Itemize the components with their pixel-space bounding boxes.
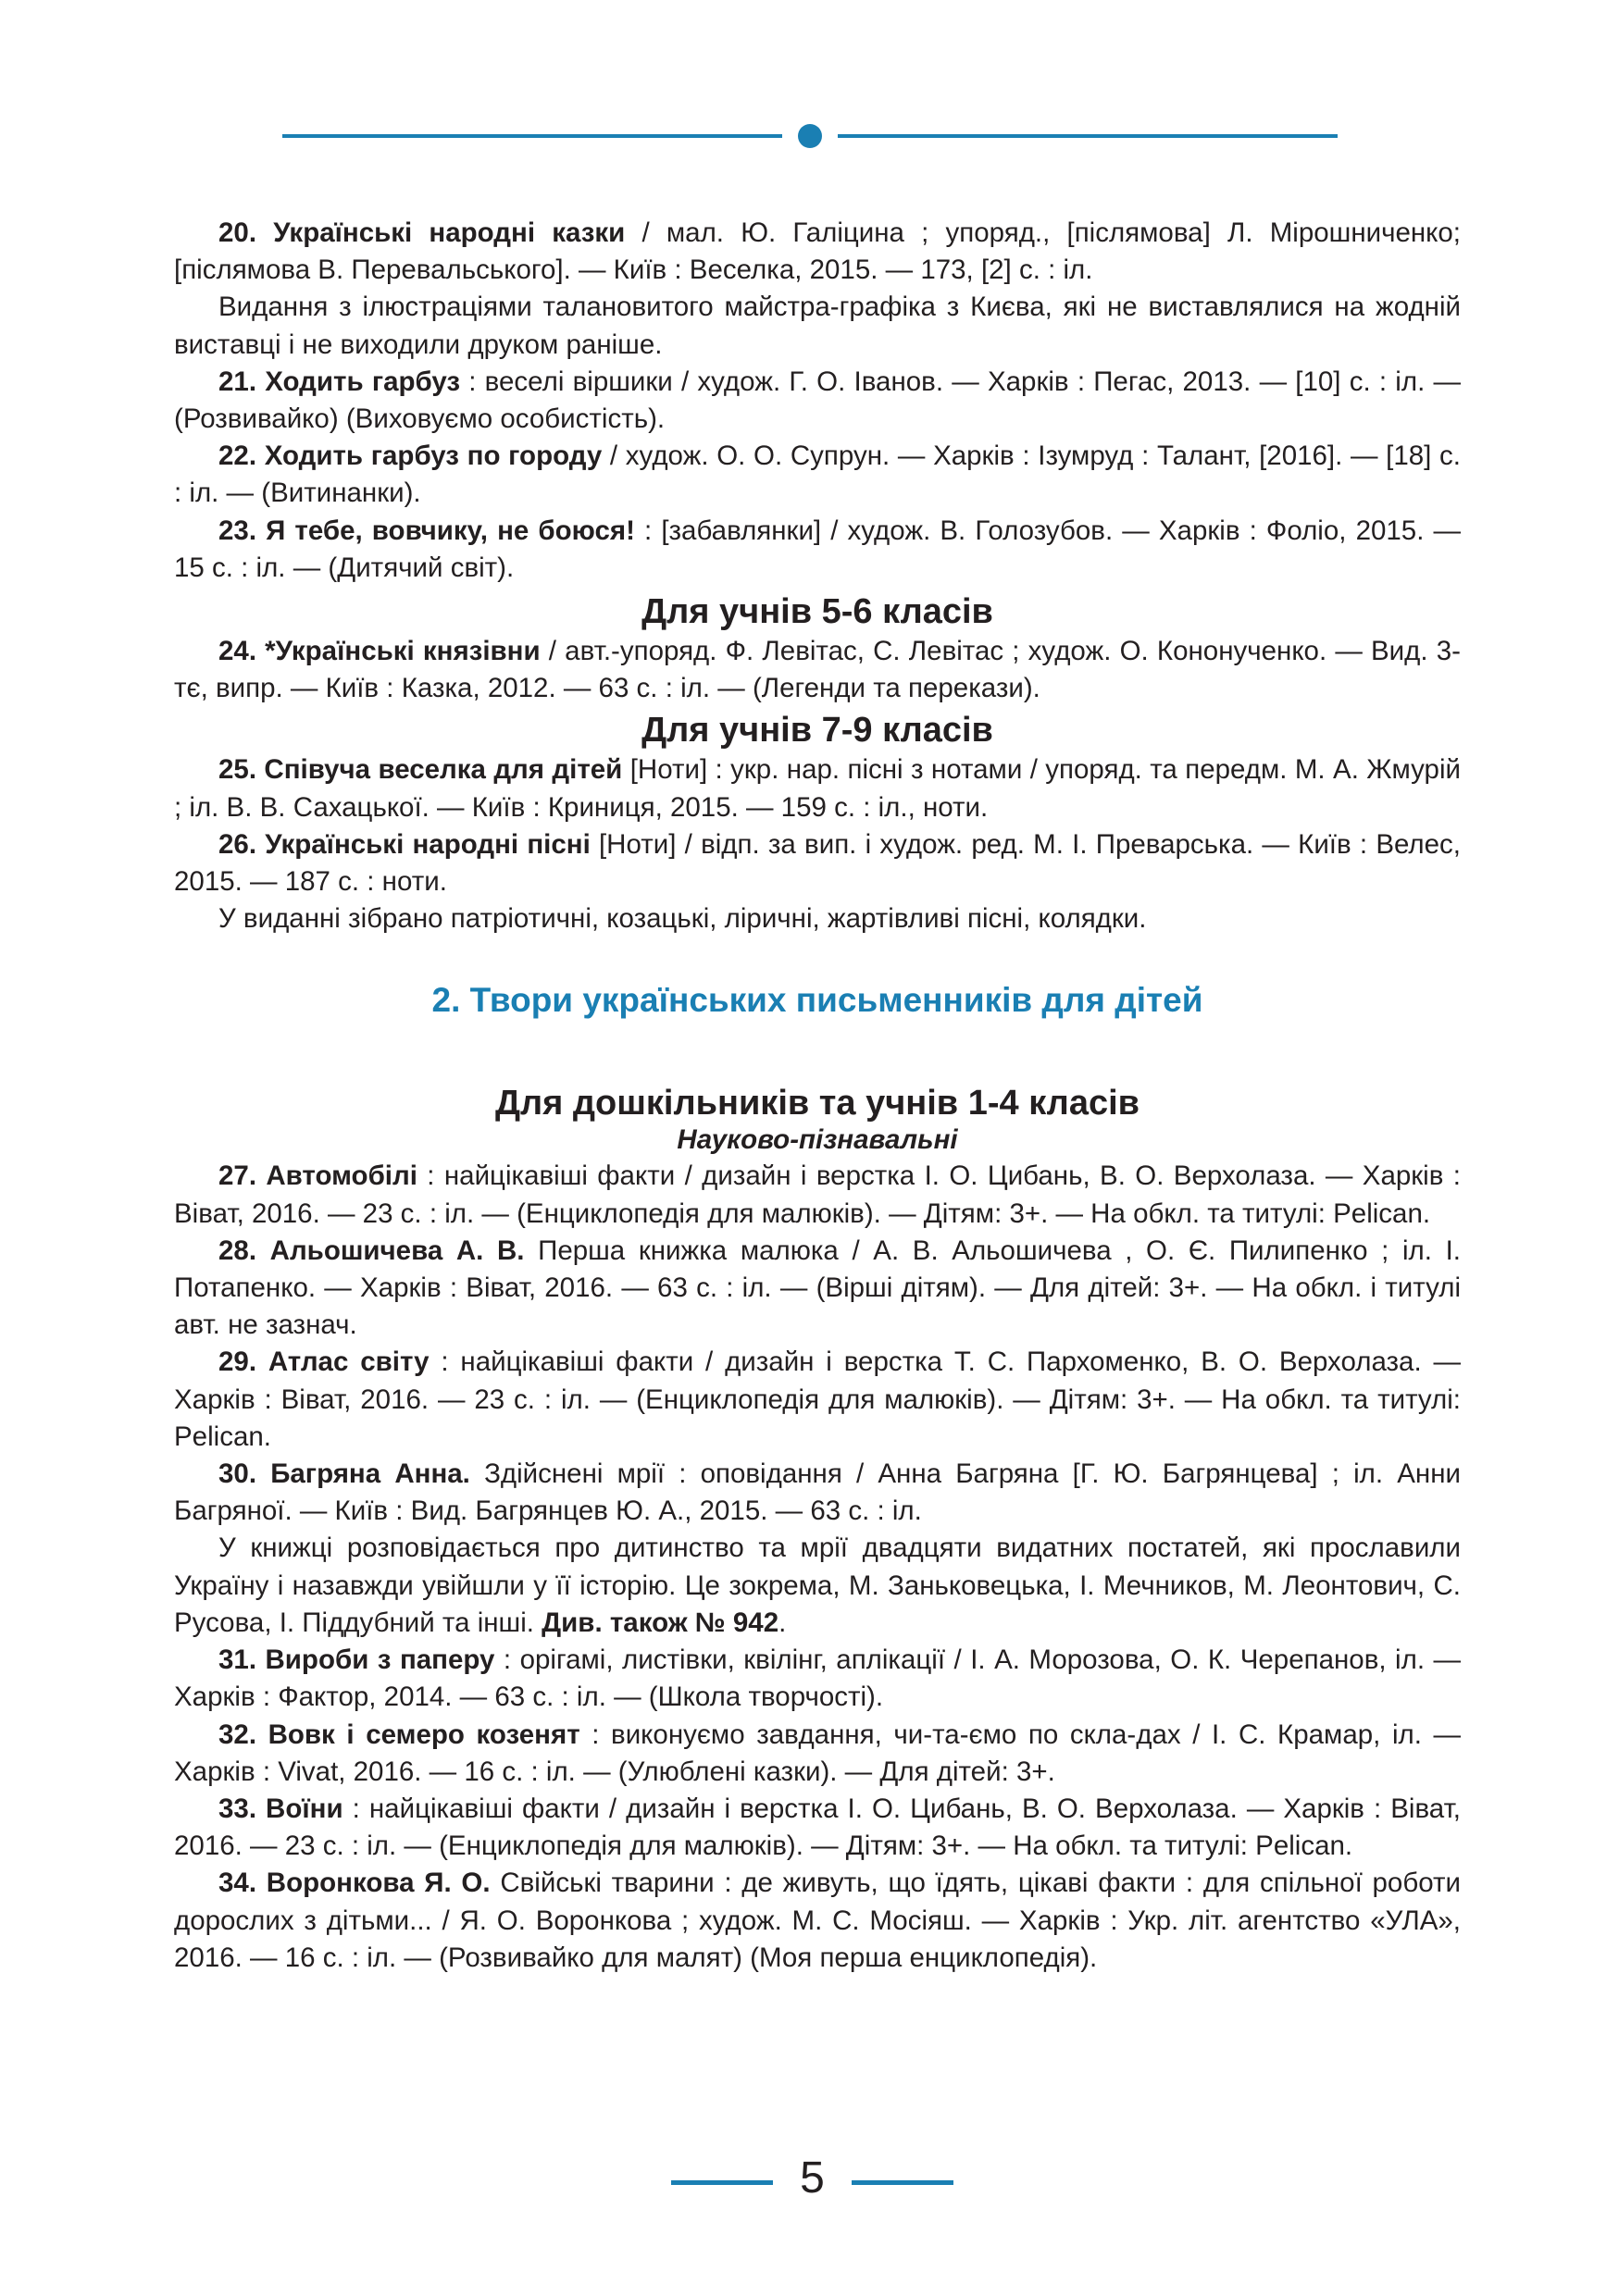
entry-text: : найцікавіші факти / дизайн і верстка І. О. Цибань, В. О. Верхолаза. — Харків : Віват, 2016. — 23 с. : іл. — (Енциклопедія для малюків). — Дітям: 3+. — На обкл. та титулі: Pelican. [174,1160,1461,1229]
page-number: 5 [800,2153,825,2203]
entry-title: 24. *Українські князівни [218,636,541,667]
entry-25 [174,751,1461,825]
annotation-text: У виданні зібрано патріотичні, козацькі, ліричні, жартівливі пісні, колядки. [218,903,1147,935]
entry-text: : найцікавіші факти / дизайн і верстка І. О. Цибань, В. О. Верхолаза. — Харків : Віват, 2016. — 23 с. : іл. — (Енциклопедія для малюків). — Дітям: 3+. — На обкл. та титулі: Pelican. [174,1793,1462,1862]
annotation-text: Видання з ілюстраціями талановитого майстра-графіка з Києва, які не виставлялися на жодній виставці і не виходили друком раніше. [174,292,1461,360]
entry-title: 30. Багряна Анна. [218,1458,470,1490]
entry-text: [Ноти] / відп. за вип. і худож. ред. М. І. Преварська. — Київ : Велес, 2015. — 187 с. : ноти. [174,828,1461,898]
entry-text: / худож. О. О. Супрун. — Харків : Ізумруд : Талант, [2016]. — [18] с. : іл. — (Витинанки). [174,441,1462,509]
entry-27 [174,1158,1461,1232]
entry-30-annotation [174,1530,1461,1642]
entry-23 [174,513,1461,587]
entry-24 [174,633,1461,707]
entry-text: Перша книжка малюка / А. В. Альошичева , О. Є. Пилипенко ; іл. І. Потапенко. — Харків : Віват, 2016. — 63 с. : іл. — (Вірші дітям). — Для дітей: 3+. — На обкл. і титулі авт. не зазнач. [174,1235,1461,1341]
entry-text: : [забавлянки] / худож. В. Голозубов. — Харків : Фоліо, 2015. — 15 с. : іл. — (Дитячий світ). [174,515,1461,583]
entry-30 [174,1456,1461,1530]
entry-title: 21. Ходить гарбуз [218,366,461,397]
entry-34 [174,1865,1461,1977]
entry-28 [174,1233,1461,1345]
entry-26 [174,826,1461,900]
entry-22 [174,438,1461,512]
annotation-end: . [778,1607,787,1638]
entry-title: 26. Українські народні пісні [218,828,591,860]
entry-title: 27. Автомобілі [218,1160,417,1192]
entry-text: : орігамі, листівки, квілінг, аплікації / І. А. Морозова, О. К. Черепанов, іл. — Харків : Фактор, 2014. — 63 с. : іл. — (Школа творчості). [174,1644,1461,1713]
entry-title: 32. Вовк і семеро козенят [218,1719,580,1750]
entry-33 [174,1791,1461,1865]
entry-title: 31. Вироби з паперу [218,1644,495,1676]
entry-title: 25. Співуча веселка для дітей [218,754,623,786]
entry-29 [174,1344,1461,1456]
heading-grades-5-6: Для учнів 5-6 класів [641,592,993,632]
entry-text: [Ноти] : укр. нар. пісні з нотами / упоряд. та передм. М. А. Жмурій ; іл. В. В. Сахацької. — Київ : Криниця, 2015. — 159 с. : іл., ноти. [174,754,1461,823]
entry-text: : найцікавіші факти / дизайн і верстка Т. С. Пархоменко, В. О. Верхолаза. — Харків : Віват, 2016. — 23 с. : іл. — (Енциклопедія для малюків). — Дітям: 3+. — На обкл. та титулі: Pelican. [174,1347,1461,1452]
entry-26-annotation [174,900,1461,937]
entry-title: 23. Я тебе, вовчику, не боюся! [218,515,635,546]
entry-20-annotation [174,289,1461,363]
entry-text: / авт.-упоряд. Ф. Левітас, С. Левітас ; худож. О. Кононученко. — Вид. 3-тє, випр. — Київ : Казка, 2012. — 63 с. : іл. — (Легенди та перекази). [174,636,1461,704]
heading-preschool-grades-1-4: Для дошкільників та учнів 1-4 класів [494,1084,1140,1123]
entry-title: 28. Альошичева А. В. [218,1235,525,1266]
section-title: 2. Твори українських письменників для дітей [431,981,1203,1020]
entry-21 [174,364,1461,438]
header-ornament-dot [798,124,822,148]
footer-rule-right [852,2180,953,2185]
header-rule-left [282,134,782,138]
footer-rule-left [671,2180,773,2185]
heading-grades-7-9: Для учнів 7-9 класів [641,711,993,751]
entry-text: Свійські тварини : де живуть, що їдять, цікаві факти : для спільної роботи дорослих з дітьми... / Я. О. Воронкова ; худож. М. С. Мосіяш. — Харків : Укр. літ. агентство «УЛА», 2016. — 16 с. : іл. — (Розвивайко для малят) (Моя перша енциклопедія). [174,1868,1461,1973]
entry-31 [174,1642,1461,1716]
entry-title: 34. Воронкова Я. О. [218,1868,491,1899]
entry-text: : виконуємо завдання, чи-та-ємо по скла-дах / І. С. Крамар, іл. — Харків : Vivat, 2016. — 16 с. : іл. — (Улюблені казки). — Для дітей: 3+. [174,1719,1461,1787]
entry-title: 20. Українські народні казки [218,217,626,248]
entry-title: 33. Воїни [218,1793,343,1824]
page-body [174,215,1461,1977]
subheading-science: Науково-пізнавальні [677,1124,958,1156]
annotation-text: У книжці розповідається про дитинство та мрії двадцяти видатних постатей, які прославили Україну і назавжди увійшли у її історію. Це зокрема, М. Заньковецька, І. Мечников, М. Леонтович, С. Русова, І. Піддубний та інші. [174,1533,1461,1638]
see-also-reference: Див. також № 942 [542,1607,779,1638]
entry-text: : веселі віршики / худож. Г. О. Іванов. — Харків : Пегас, 2013. — [10] с. : іл. — (Розвивайко) (Виховуємо особистість). [174,366,1461,435]
entry-title: 22. Ходить гарбуз по городу [218,441,603,472]
entry-text: / мал. Ю. Галіцина ; упоряд., [післямова] Л. Мірошниченко; [післямова В. Перевальського]. — Київ : Веселка, 2015. — 173, [2] с. : іл. [174,217,1462,286]
entry-text: Здійснені мрії : оповідання / Анна Багряна [Г. Ю. Багрянцева] ; іл. Анни Багряної. — Київ : Вид. Багрянцев Ю. А., 2015. — 63 с. : іл. [174,1458,1461,1527]
header-rule-right [838,134,1338,138]
entry-20 [174,215,1461,289]
entry-title: 29. Атлас світу [218,1347,430,1378]
entry-32 [174,1717,1461,1791]
